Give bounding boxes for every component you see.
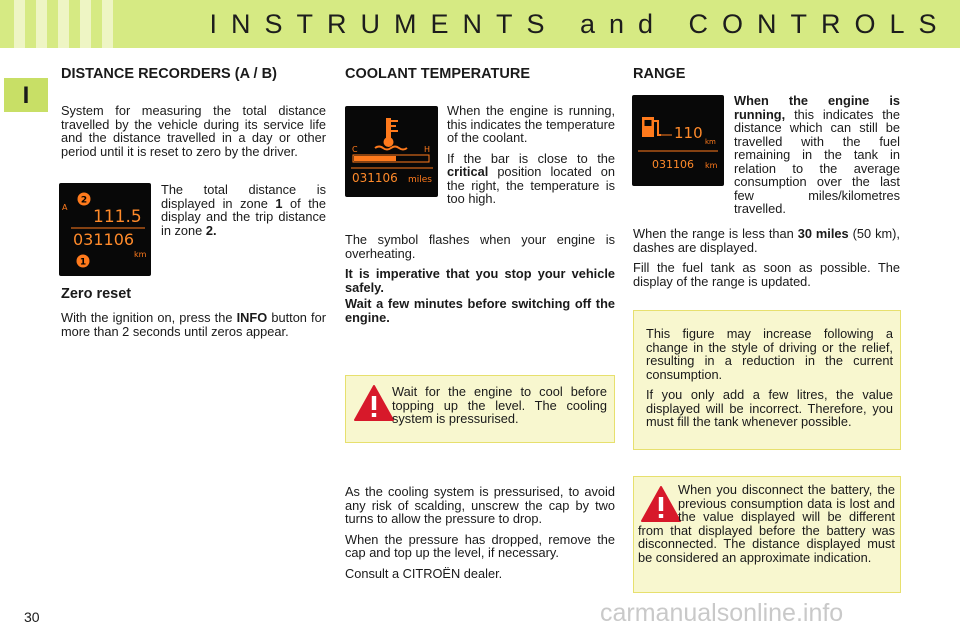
warning-triangle-icon [353, 384, 395, 422]
range-p1 [734, 94, 900, 216]
range-threshold: 30 miles [797, 226, 849, 241]
coolant-p4: It is imperative that you stop your vehicle safely. [345, 266, 615, 295]
header-stripe [58, 0, 69, 48]
range-title: RANGE [633, 66, 686, 82]
display-side-label: A [62, 203, 68, 212]
cold-label: C [352, 145, 358, 154]
reset-text-2: button for more than 2 seconds until zeros appear. [61, 310, 326, 339]
coolant-display [345, 106, 438, 197]
page-title: INSTRUMENTS and CONTROLS [209, 9, 951, 39]
range-odometer-unit: km [705, 161, 718, 170]
coolant-p6: As the cooling system is pressurised, to avoid any risk of scalding, unscrew the cap by two turns to allow the pressure to drop. [345, 484, 615, 526]
coolant-p5: Wait a few minutes before switching off the engine. [345, 296, 615, 325]
coolant-odometer: 031106 [352, 171, 398, 185]
range-info-p2: If you only add a few litres, the value displayed will be incorrect. Therefore, you must fill the tank whenever possible. [646, 387, 893, 429]
coolant-title: COOLANT TEMPERATURE [345, 66, 531, 82]
header-stripe [14, 0, 25, 48]
battery-warning-text [638, 483, 895, 564]
coolant-warning-box [345, 375, 615, 443]
section-tab [4, 78, 48, 112]
display-unit: km [134, 250, 147, 259]
battery-warning-box [633, 476, 901, 593]
coolant-p3: The symbol flashes when your engine is overheating. [345, 232, 615, 261]
range-p2-a: When the range is less than [633, 226, 794, 241]
coolant-p2-a: If the bar is close to the [447, 150, 615, 166]
critical-word: critical [447, 164, 489, 179]
coolant-p2-b: position located on the right, the temperature is too high. [447, 164, 615, 206]
coolant-indicator-text [447, 104, 615, 213]
coolant-overheat-text [345, 233, 615, 331]
zero-reset-title: Zero reset [61, 286, 132, 302]
temperature-bar-fill [354, 156, 396, 161]
battery-warning-content: When you disconnect the battery, the previous consumption data is lost and the value displayed will be different from that displayed before the battery was disconnected. The distance displayed must be considered an approximate indication. [638, 482, 895, 565]
distance-display [59, 183, 151, 276]
icon-spacer [638, 483, 678, 523]
page-number: 30 [24, 609, 40, 625]
range-p1-bold: When the engine is running, [734, 93, 900, 122]
coolant-p1: When the engine is running, this indicates the temperature of the coolant. [447, 103, 615, 145]
section-tab-label: I [22, 82, 30, 109]
coolant-pressure-text [345, 485, 615, 587]
fuel-pump-icon [642, 117, 661, 137]
range-unit: km [705, 138, 716, 146]
trip-distance-value: 111.5 [93, 207, 142, 227]
zone-1-ref: 1 [275, 195, 283, 211]
range-info-text [646, 327, 893, 436]
range-display [632, 95, 724, 186]
total-distance-value: 031106 [73, 230, 135, 249]
watermark: carmanualsonline.info [600, 599, 844, 627]
reset-text-1: With the ignition on, press the [61, 310, 233, 325]
coolant-p2 [447, 152, 615, 206]
page-header [0, 0, 960, 48]
header-stripe [36, 0, 47, 48]
range-p2 [633, 227, 900, 254]
zone-2-ref: 2. [205, 222, 217, 238]
header-stripe [80, 0, 91, 48]
header-stripe [102, 0, 113, 48]
info-button-label: INFO [236, 310, 268, 325]
range-p3: Fill the fuel tank as soon as possible. The display of the range is updated. [633, 260, 900, 289]
coolant-temperature-icon [375, 118, 407, 150]
distance-intro-text: System for measuring the total distance travelled by the vehicle during its service life and the distance travelled in a day or other period until it is reset to zero by the driver. [61, 103, 326, 159]
range-info-box [633, 310, 901, 450]
range-p2-b: (50 km), dashes are displayed. [633, 226, 900, 255]
distance-zones [161, 183, 326, 237]
zone-1-marker: 1 [79, 257, 87, 268]
zone-2-marker: 2 [80, 195, 88, 206]
range-odometer: 031106 [652, 158, 694, 171]
range-dashes-text [633, 227, 900, 295]
coolant-p8: Consult a CITROËN dealer. [345, 565, 503, 581]
coolant-p7: When the pressure has dropped, remove the cap and top up the level, if necessary. [345, 531, 615, 560]
zero-reset-text [61, 311, 326, 338]
range-value: 110 [674, 124, 703, 142]
coolant-odometer-unit: miles [408, 175, 432, 185]
zone-text-1: The total distance is displayed in zone [161, 182, 326, 211]
distance-title: DISTANCE RECORDERS (A / B) [61, 66, 277, 82]
range-info-p1: This figure may increase following a change in the style of driving or the relief, resulting in a reduction in the current consumption. [646, 326, 893, 382]
zone-text-2: of the display and the trip distance in zone [161, 195, 326, 238]
distance-intro [61, 104, 326, 165]
range-p1-text: this indicates the distance which can still be travelled with the fuel remaining in the tank in relation to the average consumption over the last few miles/kilometres travelled. [734, 106, 900, 216]
coolant-warning-text: Wait for the engine to cool before topping up the level. The cooling system is pressurised. [392, 384, 607, 426]
hot-label: H [424, 145, 431, 154]
